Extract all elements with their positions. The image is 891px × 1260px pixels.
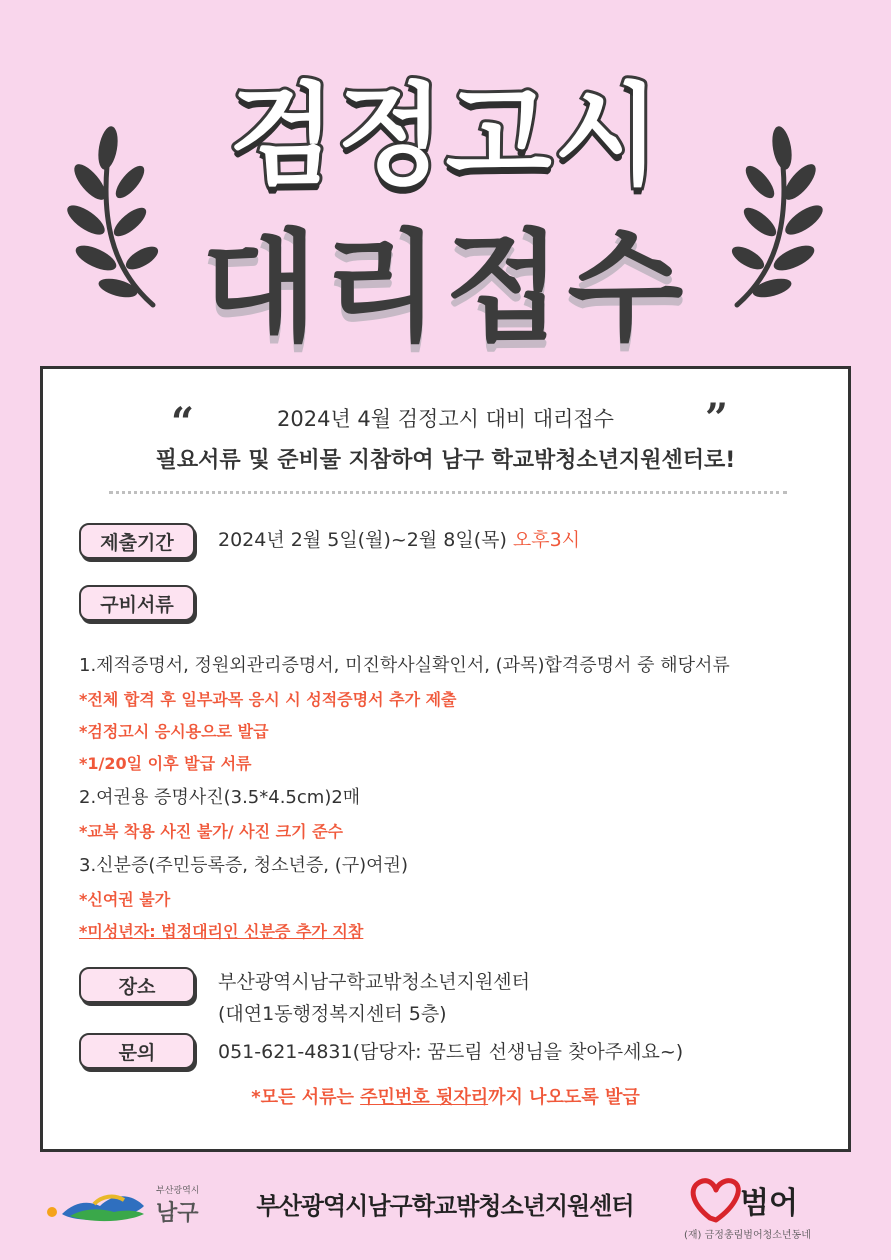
namgu-small-text: 부산광역시	[156, 1186, 200, 1196]
title-line-2: 대리접수	[201, 219, 690, 358]
document-note: *전체 합격 후 일부과목 응시 시 성적증명서 추가 제출	[79, 690, 457, 709]
laurel-left-icon	[58, 120, 178, 310]
open-quote-icon: “	[171, 399, 195, 446]
title-line-1: 검정고시	[228, 72, 663, 200]
info-panel	[40, 366, 851, 1152]
dotted-divider	[109, 491, 787, 494]
notice-prefix: *모든 서류는	[251, 1087, 361, 1108]
final-notice	[43, 1083, 848, 1109]
place-label: 장소	[79, 967, 195, 1003]
place-line-1: 부산광역시남구학교밖청소년지원센터	[218, 971, 531, 993]
period-time: 오후3시	[512, 529, 581, 551]
center-name: 부산광역시남구학교밖청소년지원센터	[256, 1192, 634, 1220]
close-quote-icon: ”	[705, 395, 729, 442]
notice-suffix: 까지 나오도록 발급	[488, 1087, 640, 1108]
document-item: 1.제적증명서, 정원외관리증명서, 미진학사실확인서, (과목)합격증명서 중 해당서류	[79, 655, 730, 676]
laurel-right-icon	[712, 120, 832, 310]
document-note: *1/20일 이후 발급 서류	[79, 754, 252, 773]
intro-line-2: 필요서류 및 준비물 지참하여 남구 학교밖청소년지원센터로!	[155, 448, 736, 473]
period-value	[218, 525, 580, 552]
namgu-big-text: 남구	[156, 1201, 199, 1226]
beomeo-logo-text: 범어	[740, 1186, 798, 1221]
contact-label: 문의	[79, 1033, 195, 1069]
notice-underlined: 주민번호 뒷자리	[360, 1087, 489, 1108]
place-line-2: (대연1동행정복지센터 5층)	[218, 1003, 447, 1025]
intro-line-1: 2024년 4월 검정고시 대비 대리접수	[277, 407, 614, 431]
document-note: *신여권 불가	[79, 890, 171, 909]
contact-value: 051-621-4831(담당자: 꿈드림 선생님을 찾아주세요~)	[218, 1041, 684, 1063]
document-note: *검정고시 응시용으로 발급	[79, 722, 269, 741]
document-item: 3.신분증(주민등록증, 청소년증, (구)여권)	[79, 855, 408, 876]
document-note: *교복 착용 사진 불가/ 사진 크기 준수	[79, 822, 344, 841]
document-item: 2.여권용 증명사진(3.5*4.5cm)2매	[79, 787, 361, 808]
period-date: 2024년 2월 5일(월)~2월 8일(목)	[218, 529, 513, 551]
beomeo-sub-text: (재) 금정총림범어청소년동네	[684, 1230, 811, 1241]
period-label: 제출기간	[79, 523, 195, 559]
documents-label: 구비서류	[79, 585, 195, 621]
document-note: *미성년자: 법정대리인 신분증 추가 지참	[79, 922, 364, 941]
